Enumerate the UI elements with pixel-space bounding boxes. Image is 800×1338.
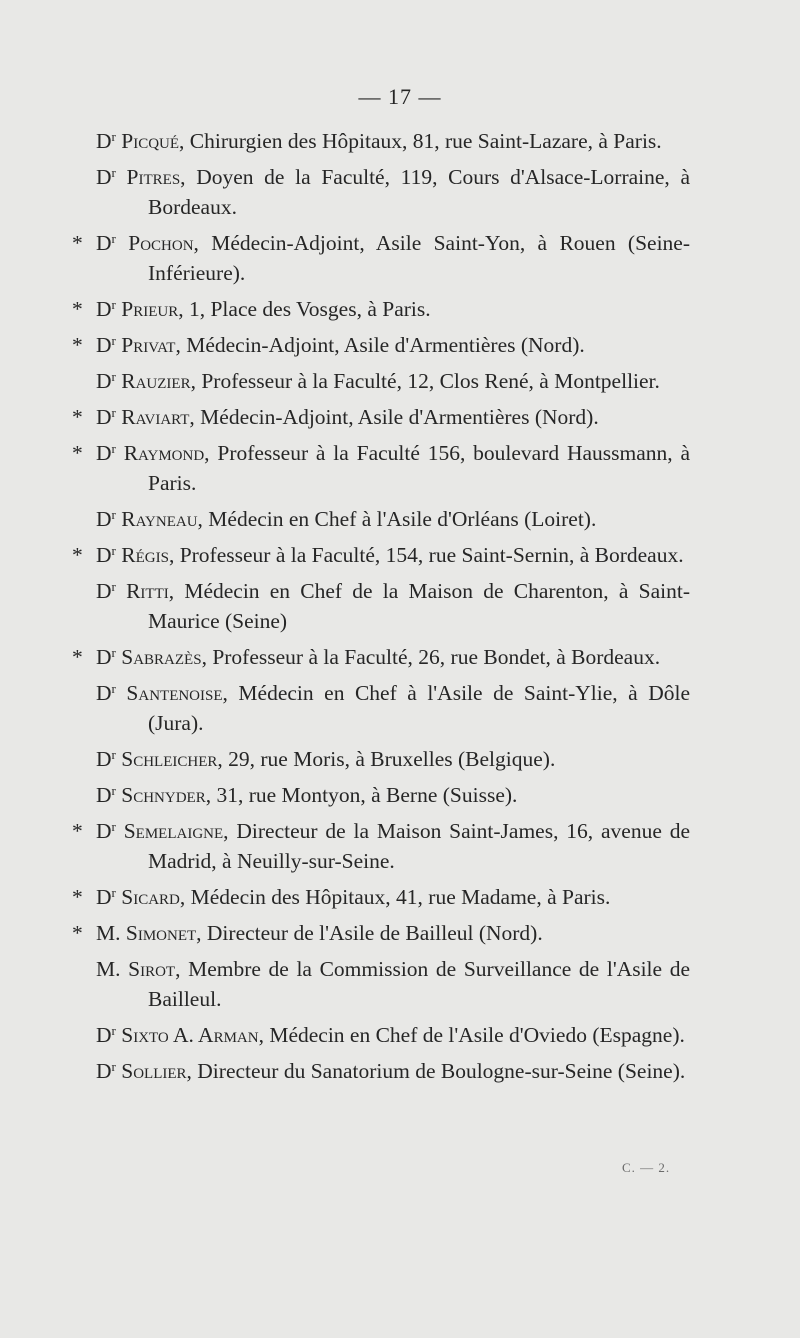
member-details: , Professeur à la Faculté, 26, rue Bondet, à Bordeaux. xyxy=(201,645,661,669)
membership-star: * xyxy=(72,885,83,909)
member-details: , Médecin-Adjoint, Asile Saint-Yon, à Rouen (Seine-Inférieure). xyxy=(148,231,691,285)
page-number: — 17 — xyxy=(358,84,442,109)
member-name: Raviart xyxy=(121,405,190,429)
member-entry xyxy=(72,330,690,360)
honorific-superscript: r xyxy=(111,507,116,522)
honorific xyxy=(96,1023,116,1047)
member-entry xyxy=(72,576,690,636)
honorific-text: D xyxy=(96,165,112,189)
member-name: Pochon xyxy=(128,231,194,255)
honorific-text: D xyxy=(96,681,112,705)
honorific-superscript: r xyxy=(111,369,116,384)
member-entry xyxy=(72,780,690,810)
member-details: , Professeur à la Faculté, 12, Clos René, à Montpellier. xyxy=(190,369,660,393)
honorific-superscript: r xyxy=(111,297,116,312)
membership-star: * xyxy=(72,333,83,357)
honorific-text: D xyxy=(96,405,112,429)
honorific-superscript: r xyxy=(111,333,116,348)
member-name: Prieur xyxy=(121,297,179,321)
honorific-superscript: r xyxy=(111,1023,116,1038)
member-name: Picqué xyxy=(121,129,180,153)
honorific-text: D xyxy=(96,333,112,357)
member-entry xyxy=(72,1056,690,1086)
honorific xyxy=(96,369,116,393)
member-entry xyxy=(72,816,690,876)
member-name: Sicard xyxy=(121,885,180,909)
member-name: Simonet xyxy=(125,921,197,945)
honorific-superscript: r xyxy=(111,681,116,696)
member-name: Raymond xyxy=(123,441,205,465)
honorific-superscript: r xyxy=(111,231,116,246)
membership-star: * xyxy=(72,543,83,567)
honorific-superscript: r xyxy=(111,645,116,660)
membership-star: * xyxy=(72,441,83,465)
member-details: , 1, Place des Vosges, à Paris. xyxy=(178,297,431,321)
member-name: Schnyder xyxy=(121,783,206,807)
honorific xyxy=(96,819,116,843)
honorific-superscript: r xyxy=(111,885,116,900)
honorific-text: M. xyxy=(96,921,121,945)
honorific xyxy=(96,297,116,321)
member-details: , Professeur à la Faculté 156, boulevard Haussmann, à Paris. xyxy=(148,441,691,495)
member-entry xyxy=(72,162,690,222)
honorific-text: D xyxy=(96,297,112,321)
honorific-superscript: r xyxy=(111,543,116,558)
honorific xyxy=(96,957,121,981)
member-entry xyxy=(72,642,690,672)
honorific xyxy=(96,681,116,705)
honorific xyxy=(96,405,116,429)
honorific-text: D xyxy=(96,1059,112,1083)
member-name: Rauzier xyxy=(121,369,191,393)
honorific-superscript: r xyxy=(111,783,116,798)
member-name: Pitres xyxy=(126,165,181,189)
honorific xyxy=(96,885,116,909)
honorific-superscript: r xyxy=(111,579,116,594)
member-name: Rayneau xyxy=(121,507,198,531)
member-name: Santenoise xyxy=(126,681,223,705)
membership-star: * xyxy=(72,405,83,429)
member-details: , Médecin des Hôpitaux, 41, rue Madame, à Paris. xyxy=(179,885,611,909)
honorific-text: D xyxy=(96,441,112,465)
member-entry xyxy=(72,504,690,534)
member-entry xyxy=(72,402,690,432)
honorific-superscript: r xyxy=(111,165,116,180)
membership-star: * xyxy=(72,645,83,669)
member-details: , Médecin-Adjoint, Asile d'Armentières (Nord). xyxy=(189,405,599,429)
member-entry xyxy=(72,126,690,156)
member-name: Régis xyxy=(121,543,169,567)
member-details: , Directeur du Sanatorium de Boulogne-sur-Seine (Seine). xyxy=(186,1059,686,1083)
member-details: , Professeur à la Faculté, 154, rue Saint-Sernin, à Bordeaux. xyxy=(168,543,684,567)
honorific-superscript: r xyxy=(111,819,116,834)
member-name: Sabrazès xyxy=(121,645,202,669)
honorific xyxy=(96,231,116,255)
honorific-text: D xyxy=(96,885,112,909)
member-name: Sollier xyxy=(121,1059,187,1083)
honorific-text: D xyxy=(96,819,112,843)
membership-star: * xyxy=(72,819,83,843)
member-name: Sirot xyxy=(128,957,176,981)
honorific-superscript: r xyxy=(111,405,116,420)
signature-mark: C. — 2. xyxy=(622,1160,671,1175)
honorific-text: D xyxy=(96,129,112,153)
member-details: , 29, rue Moris, à Bruxelles (Belgique). xyxy=(217,747,556,771)
honorific-text: D xyxy=(96,783,112,807)
honorific xyxy=(96,165,116,189)
member-entry xyxy=(72,438,690,498)
honorific xyxy=(96,543,116,567)
member-name: Schleicher xyxy=(121,747,218,771)
member-details: , Chirurgien des Hôpitaux, 81, rue Saint-Lazare, à Paris. xyxy=(179,129,662,153)
member-details: , Directeur de la Maison Saint-James, 16, avenue de Madrid, à Neuilly-sur-Seine. xyxy=(148,819,690,873)
honorific xyxy=(96,441,116,465)
member-entry xyxy=(72,228,690,288)
member-entry xyxy=(72,366,690,396)
member-entry xyxy=(72,954,690,1014)
member-list xyxy=(72,126,690,1092)
membership-star: * xyxy=(72,297,83,321)
member-details: , Membre de la Commission de Surveillance de l'Asile de Bailleul. xyxy=(148,957,690,1011)
honorific-text: D xyxy=(96,543,112,567)
honorific xyxy=(96,783,116,807)
member-name: Privat xyxy=(121,333,176,357)
member-entry xyxy=(72,744,690,774)
honorific-text: D xyxy=(96,579,112,603)
member-details: , Doyen de la Faculté, 119, Cours d'Alsace-Lorraine, à Bordeaux. xyxy=(148,165,691,219)
member-name: Semelaigne xyxy=(123,819,224,843)
honorific xyxy=(96,579,116,603)
honorific-superscript: r xyxy=(111,1059,116,1074)
honorific-text: D xyxy=(96,507,112,531)
honorific-superscript: r xyxy=(111,441,116,456)
member-entry xyxy=(72,918,690,948)
honorific-superscript: r xyxy=(111,747,116,762)
member-entry xyxy=(72,540,690,570)
member-entry xyxy=(72,678,690,738)
honorific-text: D xyxy=(96,369,112,393)
membership-star: * xyxy=(72,231,83,255)
member-details: , Médecin-Adjoint, Asile d'Armentières (Nord). xyxy=(175,333,585,357)
honorific xyxy=(96,921,121,945)
honorific xyxy=(96,129,116,153)
honorific xyxy=(96,1059,116,1083)
member-details: , Directeur de l'Asile de Bailleul (Nord). xyxy=(196,921,543,945)
honorific-text: D xyxy=(96,231,112,255)
honorific-superscript: r xyxy=(111,129,116,144)
honorific-text: M. xyxy=(96,957,121,981)
membership-star: * xyxy=(72,921,83,945)
member-details: , Médecin en Chef de la Maison de Charenton, à Saint-Maurice (Seine) xyxy=(148,579,690,633)
member-details: , Médecin en Chef à l'Asile de Saint-Ylie, à Dôle (Jura). xyxy=(148,681,691,735)
member-name: Ritti xyxy=(126,579,169,603)
honorific xyxy=(96,747,116,771)
member-name: Sixto A. Arman xyxy=(121,1023,259,1047)
honorific xyxy=(96,333,116,357)
member-details: , Médecin en Chef de l'Asile d'Oviedo (Espagne). xyxy=(258,1023,685,1047)
member-entry xyxy=(72,882,690,912)
member-details: , Médecin en Chef à l'Asile d'Orléans (Loiret). xyxy=(197,507,597,531)
honorific-text: D xyxy=(96,747,112,771)
honorific-text: D xyxy=(96,1023,112,1047)
honorific xyxy=(96,507,116,531)
honorific xyxy=(96,645,116,669)
honorific-text: D xyxy=(96,645,112,669)
member-entry xyxy=(72,1020,690,1050)
member-details: , 31, rue Montyon, à Berne (Suisse). xyxy=(205,783,518,807)
member-entry xyxy=(72,294,690,324)
